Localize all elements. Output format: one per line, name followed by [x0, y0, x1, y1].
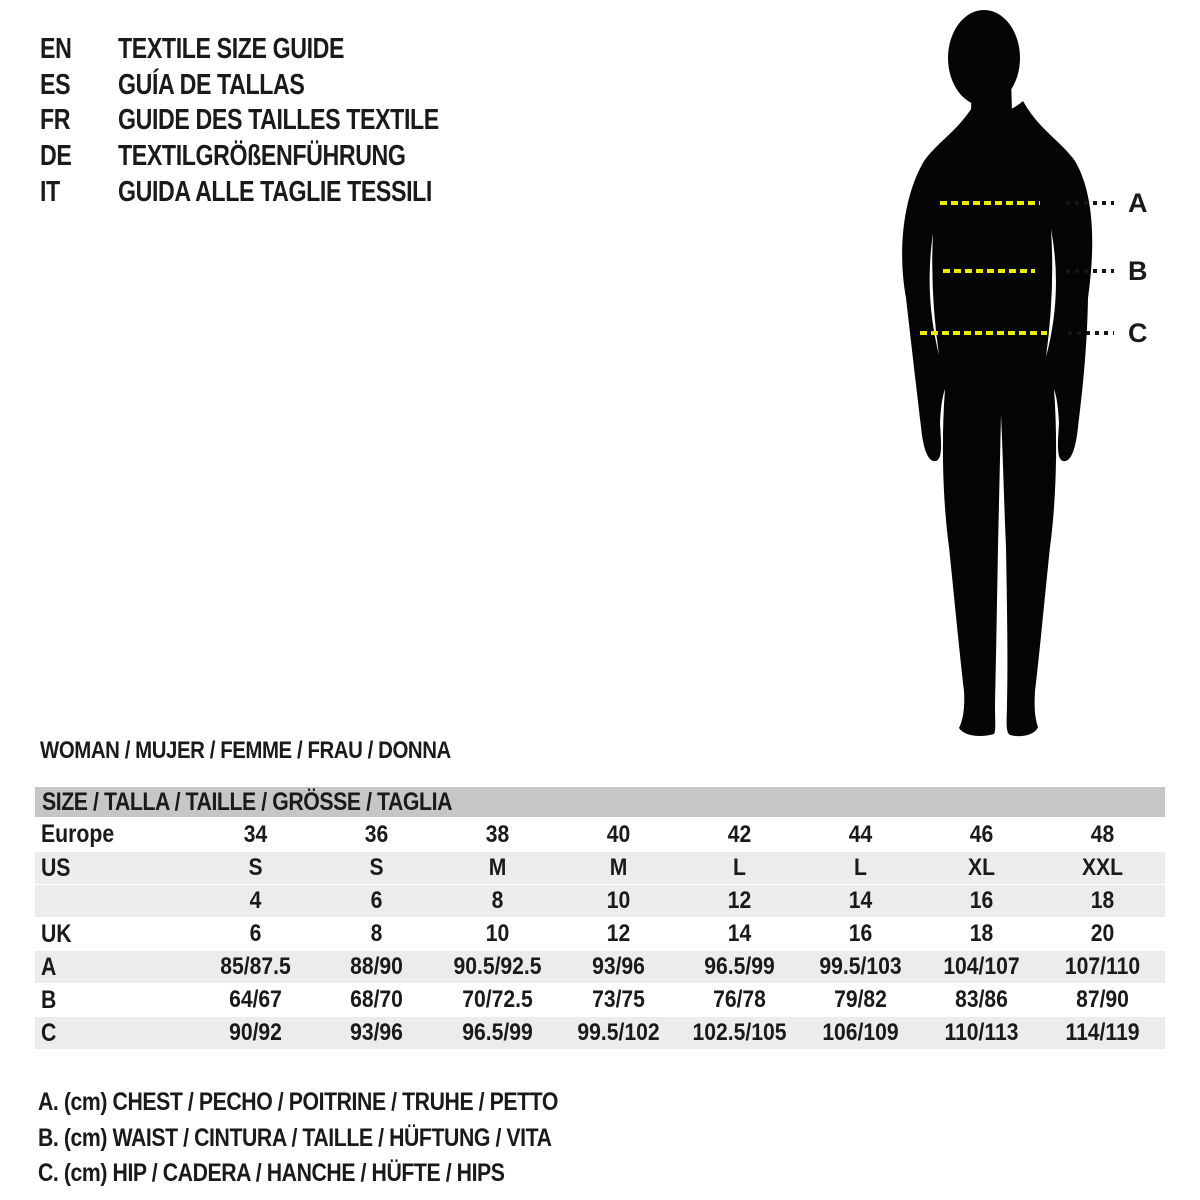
- size-cell: 68/70: [350, 986, 403, 1013]
- size-cell: XL: [967, 854, 995, 881]
- size-cell: 8: [370, 920, 383, 947]
- size-cell: 42: [727, 820, 752, 848]
- size-cell: 38: [485, 820, 510, 848]
- size-cell: 10: [606, 887, 631, 914]
- size-cell: 87/90: [1076, 986, 1129, 1013]
- waist-line-yellow: [943, 269, 1035, 273]
- language-code: IT: [40, 175, 60, 208]
- language-row: [40, 139, 519, 175]
- size-table-body: [35, 818, 1165, 1049]
- size-cell: 10: [485, 920, 510, 947]
- size-cell: 107/110: [1064, 953, 1141, 980]
- size-cell: 114/119: [1065, 1019, 1140, 1046]
- row-label: A: [40, 952, 57, 981]
- language-row: [40, 174, 519, 210]
- size-row-chest-a: [35, 950, 1165, 983]
- size-cell: 73/75: [592, 986, 645, 1013]
- size-cell: 14: [727, 920, 752, 947]
- waist-line-dots: [1066, 269, 1114, 273]
- size-cell: 20: [1090, 920, 1115, 947]
- size-cell: M: [488, 854, 507, 881]
- silhouette-body: [902, 101, 1092, 736]
- language-title: TEXTILGRÖßENFÜHRUNG: [118, 140, 406, 173]
- hip-line-dots: [1068, 331, 1114, 335]
- woman-silhouette-figure: [895, 5, 1105, 745]
- size-cell: 18: [1090, 887, 1115, 914]
- row-label: C: [40, 1018, 57, 1047]
- size-cell: 79/82: [834, 986, 887, 1013]
- size-cell: 83/86: [955, 986, 1008, 1013]
- size-cell: XXL: [1081, 854, 1124, 881]
- language-row: [40, 103, 519, 139]
- size-table: [35, 787, 1165, 1049]
- size-cell: 64/67: [229, 986, 282, 1013]
- section-title: WOMAN / MUJER / FEMME / FRAU / DONNA: [40, 737, 451, 764]
- size-cell: 8: [491, 887, 504, 914]
- marker-label-b: B: [1128, 256, 1148, 286]
- size-cell: 16: [848, 920, 873, 947]
- marker-label-a: A: [1128, 188, 1148, 218]
- legend-hip: C. (cm) HIP / CADERA / HANCHE / HÜFTE / HIPS: [38, 1159, 505, 1188]
- size-cell: 93/96: [350, 1019, 403, 1046]
- size-table-header: SIZE / TALLA / TAILLE / GRÖSSE / TAGLIA: [35, 787, 1165, 817]
- size-cell: 99.5/102: [577, 1019, 660, 1046]
- size-cell: 76/78: [713, 986, 766, 1013]
- size-cell: 44: [848, 820, 873, 848]
- size-row-europe: [35, 818, 1165, 851]
- size-cell: 102.5/105: [692, 1019, 787, 1046]
- woman-silhouette: [895, 5, 1105, 745]
- size-cell: 96.5/99: [462, 1019, 533, 1046]
- language-code: EN: [40, 33, 72, 66]
- size-cell: 104/107: [943, 953, 1020, 980]
- size-cell: M: [609, 854, 628, 881]
- size-cell: L: [854, 854, 867, 881]
- row-label: B: [40, 985, 57, 1014]
- size-cell: S: [369, 854, 384, 881]
- size-cell: L: [733, 854, 746, 881]
- size-cell: 14: [848, 887, 873, 914]
- language-title-list: [40, 32, 519, 210]
- row-label: US: [40, 853, 71, 882]
- size-cell: 6: [370, 887, 383, 914]
- language-code: FR: [40, 104, 71, 137]
- legend-chest: A. (cm) CHEST / PECHO / POITRINE / TRUHE / PETTO: [38, 1088, 558, 1117]
- size-cell: 110/113: [944, 1019, 1019, 1046]
- chest-line-dots: [1066, 201, 1114, 205]
- language-title: GUIDA ALLE TAGLIE TESSILI: [118, 175, 432, 208]
- language-row: [40, 68, 519, 104]
- size-cell: 4: [249, 887, 262, 914]
- size-cell: 40: [606, 820, 631, 848]
- size-cell: 90/92: [229, 1019, 282, 1046]
- size-cell: 90.5/92.5: [453, 953, 542, 980]
- size-row-us: [35, 851, 1165, 884]
- language-title: GUIDE DES TAILLES TEXTILE: [118, 104, 439, 137]
- language-code: DE: [40, 140, 72, 173]
- size-cell: 34: [243, 820, 268, 848]
- size-row-us-numeric: [35, 884, 1165, 917]
- language-row: [40, 32, 519, 68]
- size-cell: 6: [249, 920, 262, 947]
- size-cell: 85/87.5: [220, 953, 291, 980]
- language-title: TEXTILE SIZE GUIDE: [118, 33, 345, 66]
- hip-line-yellow: [920, 331, 1047, 335]
- measurement-legend: [38, 1085, 650, 1192]
- chest-line-yellow: [940, 201, 1040, 205]
- size-cell: 70/72.5: [462, 986, 533, 1013]
- size-row-waist-b: [35, 983, 1165, 1016]
- size-cell: 106/109: [822, 1019, 899, 1046]
- size-cell: 12: [606, 920, 631, 947]
- size-cell: 36: [364, 820, 389, 848]
- size-cell: 12: [727, 887, 752, 914]
- size-cell: 16: [969, 887, 994, 914]
- size-cell: 18: [969, 920, 994, 947]
- language-title: GUÍA DE TALLAS: [118, 68, 305, 101]
- size-cell: 88/90: [350, 953, 403, 980]
- size-cell: 48: [1090, 820, 1115, 848]
- size-row-uk: [35, 917, 1165, 950]
- size-row-hip-c: [35, 1016, 1165, 1049]
- size-cell: 99.5/103: [819, 953, 902, 980]
- size-cell: 93/96: [592, 953, 645, 980]
- marker-label-c: C: [1128, 318, 1148, 348]
- legend-waist: B. (cm) WAIST / CINTURA / TAILLE / HÜFTUNG / VITA: [38, 1123, 552, 1152]
- language-code: ES: [40, 68, 71, 101]
- size-cell: S: [248, 854, 263, 881]
- size-cell: 46: [969, 820, 994, 848]
- row-label: UK: [40, 919, 72, 948]
- size-cell: 96.5/99: [704, 953, 775, 980]
- row-label: Europe: [40, 820, 115, 848]
